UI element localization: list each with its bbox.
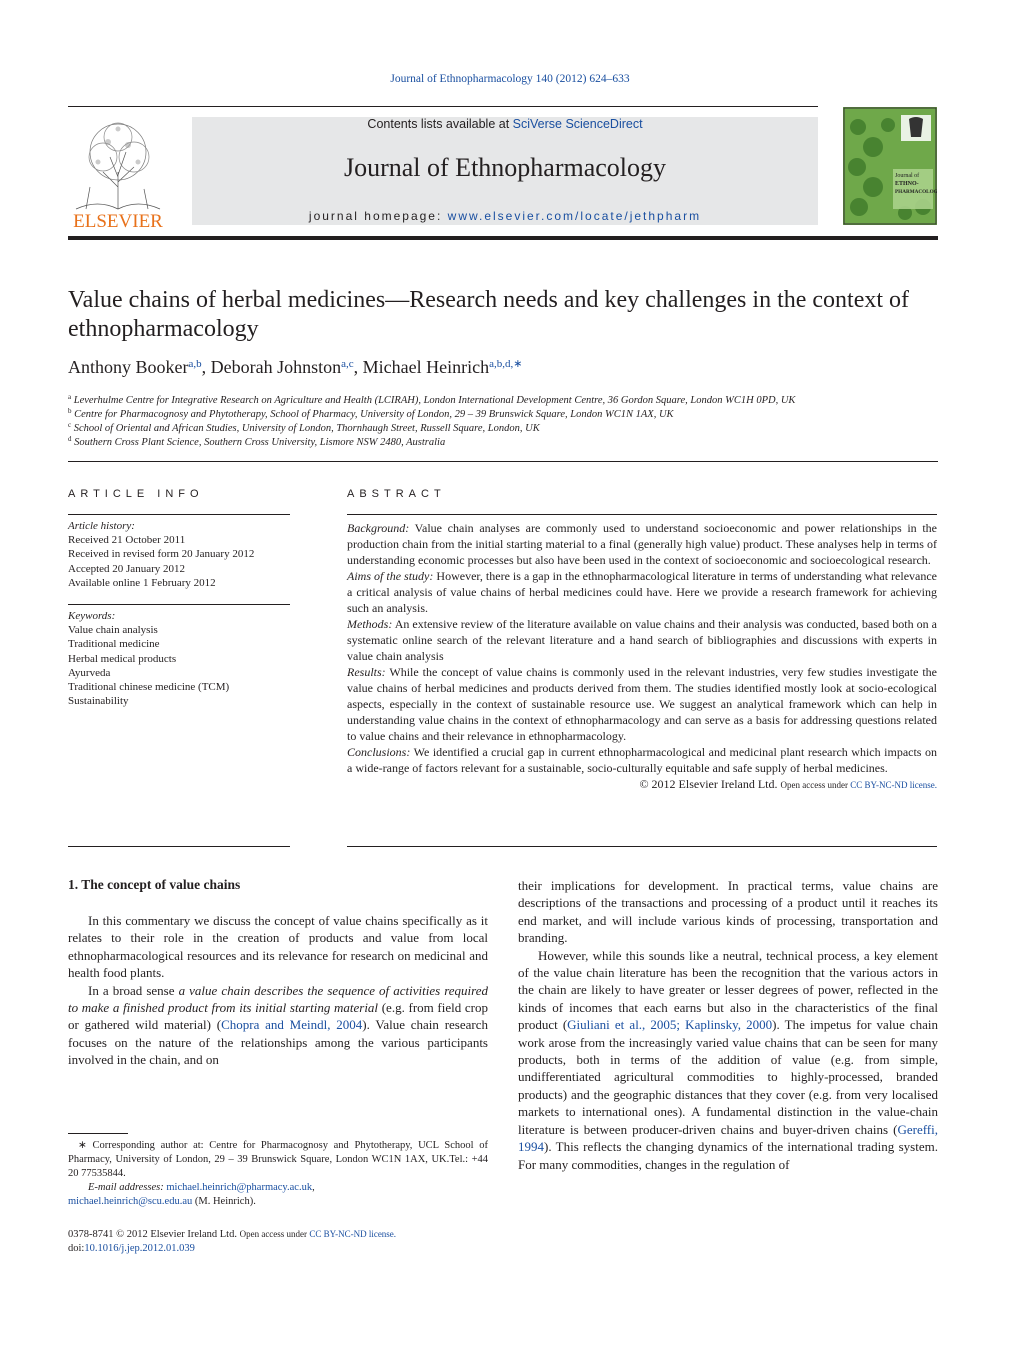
author-list: Anthony Booker$^{a,b}$, Deborah Johnston$^{a,c}$, Michael Heinrich$^{a,b,d,∗}$ (68, 357, 523, 377)
corresponding-author-footnote: ∗ Corresponding author at: Centre for Pharmacognosy and Phytotherapy, UCL School of Pharmacy, University of London, 29 – 39 Brunswick Square, London WC1N 1AX, UK.Tel.: +44 20 77535844. E-mail addresses: michael.heinrich@pharmacy.ac.uk, michael.heinrich@scu.edu.au (M. Heinrich). (68, 1140, 488, 1207)
contents-line: Contents lists available at SciVerse ScienceDirect (367, 117, 643, 131)
article-history: Article history: Received 21 October 2011 Received in revised form 20 January 2012 Accepted 20 January 2012 Available online 1 February 2012 (68, 519, 290, 590)
sciencedirect-link[interactable]: SciVerse ScienceDirect (512, 117, 643, 131)
keyword-item: Value chain analysis (68, 624, 158, 637)
affiliation: $^d$ Southern Cross Plant Science, Southern Cross University, Lismore NSW 2480, Australia (68, 435, 446, 448)
affiliation: $^a$ Leverhulme Centre for Integrative Research on Agriculture and Health (LCIRAH), London International Development Centre, 36 Gordon Square, London WC1H 0PD, UK (68, 393, 796, 406)
affil-bottom-rule (68, 461, 938, 462)
keyword-item: Ayurveda (68, 666, 111, 679)
article-info-heading: ARTICLE INFO (68, 488, 204, 500)
reference-link[interactable]: Giuliani et al., 2005; Kaplinsky, 2000 (567, 1017, 773, 1033)
keyword-item: Sustainability (68, 695, 129, 708)
journal-cover-image (843, 107, 937, 225)
author-affil-marks[interactable]: a,b (188, 358, 202, 370)
cover-text-line: Journal of (895, 173, 920, 179)
header-top-rule (68, 106, 818, 107)
article-title: Value chains of herbal medicines—Research needs and key challenges in the context of ethnopharmacology (68, 287, 910, 342)
affiliation: $^c$ School of Oriental and African Studies, University of London, Thornhaugh Street, Russell Square, London, UK (68, 421, 540, 434)
reference-link[interactable]: Gereffi, 1994 (518, 1121, 938, 1155)
cover-illustration-icon (843, 107, 937, 225)
history-item: Accepted 20 January 2012 (68, 562, 185, 575)
header-thick-rule (68, 236, 938, 240)
keyword-item: Herbal medical products (68, 652, 177, 665)
abstract-text: Background: Value chain analyses are commonly used to understand socioeconomic and power relationships in the production chain from the initial starting material to a final (generally high value) product. These analyses help in terms of understanding economic processes but also have been used in the context of socioeconomic and socioecological research. Aims of the study: However, there is a gap in the ethnopharmacological literature in terms of understanding what relevance a critical analysis of value chains of herbal medicines could have. Here we provide a research framework for achieving such an analysis. Methods: An extensive review of the literature available on value chains and their analysis was conducted, based both on a systematic online search of the relevant literature and a hand search of bibliographies and discussions with experts in value chain analysis Results: While the concept of value chains is commonly used in the relevant industries, very few studies investigate the value chains of herbal medicines and products derived from them. The studies identified mostly look at socio-ecological aspects, especially in the context of sustainable resource use. We suggest an analytical framework which can help in understanding value chains in the context of ethnopharmacology and can serve as a basis for addressing questions related to value chains and their relevance in ethnopharmacology. Conclusions: We identified a crucial gap in current ethnopharmacological and medicinal plant research which impacts on a wide-range of factors relevant for a sustainable, socio-culturally equitable and safe supply of herbal medicines. © 2012 Elsevier Ireland Ltd. Open access under CC BY-NC-ND license. (347, 521, 938, 791)
section-heading: 1. The concept of value chains (68, 877, 241, 892)
history-item: Received 21 October 2011 (68, 534, 186, 547)
history-item: Available online 1 February 2012 (68, 576, 216, 589)
cover-text-line: ETHNO- (895, 181, 919, 187)
email-link[interactable]: michael.heinrich@pharmacy.ac.uk (166, 1182, 313, 1193)
author-affil-marks[interactable]: a,c (341, 358, 354, 370)
copyright: © 2012 Elsevier Ireland Ltd. (639, 777, 781, 791)
paragraph: In a broad sense a value chain describes the sequence of activities required to make a finished product from its initial starting material (e.g. from field crop or gathered wild material) (Chopra and Meindl, 2004). Value chain research focuses on the nature of the relationships among the various participants involved in the chain, and on (68, 982, 489, 1068)
journal-homepage: journal homepage: www.elsevier.com/locate/jethpharm (308, 209, 702, 223)
affiliation: $^b$ Centre for Pharmacognosy and Phytotherapy, School of Pharmacy, University of London, 29 – 39 Brunswick Square, London WC1N 1AX, UK (68, 407, 674, 420)
elsevier-tree-logo-icon (68, 117, 168, 229)
author-affil-marks[interactable]: a,b,d,∗ (489, 358, 523, 370)
keyword-item: Traditional medicine (68, 638, 160, 651)
paragraph: However, while this sounds like a neutral, technical process, a key element of the value chain literature has been the recognition that the various actors in the chain are likely to have greater or lesser degrees of power, reflected in the kinds of incomes that each earns but also in the characteristics of the final product (Giuliani et al., 2005; Kaplinsky, 2000). The impetus for value chain work arose from the increasingly varied value chains that can be seen for many products, both in terms of the addition of value (e.g. from simple, undifferentiated agricultural commodities to highly-processed, branded products) and the geographic distances that they cover (e.g. from very localised markets to international ones). A fundamental distinction in the value-chain literature is between producer-driven chains and buyer-driven chains (Gereffi, 1994). This reflects the changing dynamics of the international trading system. For many commodities, changes in the regulation of (518, 947, 938, 1172)
author-name: Deborah Johnston (210, 357, 342, 377)
body-right-column (518, 877, 938, 1173)
doi-link[interactable]: 10.1016/j.jep.2012.01.039 (84, 1243, 195, 1254)
keyword-item: Traditional chinese medicine (TCM) (68, 681, 230, 694)
abstract-rule (347, 514, 937, 515)
email-link[interactable]: michael.heinrich@scu.edu.au (68, 1196, 193, 1207)
paragraph: In this commentary we discuss the concept of value chains specifically as it relates to their role in the creation of products and value from local ethnopharmacological resources and its relevance for research on medicinal and health food plants. (68, 913, 488, 981)
license-link[interactable]: CC BY-NC-ND license. (309, 1229, 397, 1239)
info-rule (68, 514, 290, 515)
homepage-link[interactable]: www.elsevier.com/locate/jethpharm (447, 209, 702, 223)
license-link[interactable]: CC BY-NC-ND license. (850, 780, 937, 790)
author-name: Michael Heinrich (362, 357, 490, 377)
footnote-rule (68, 1133, 128, 1134)
abstract-heading: ABSTRACT (347, 488, 446, 500)
paragraph: their implications for development. In practical terms, value chains are descriptions of the transactions and processing of a product until it reaches its end market, and will include various kinds of processing, transportation and branding. (518, 878, 938, 946)
author-name: Anthony Booker (68, 357, 189, 377)
issn-doi: 0378-8741 © 2012 Elsevier Ireland Ltd. Open access under CC BY-NC-ND license. doi:10.1016/j.jep.2012.01.039 (68, 1229, 397, 1254)
reference-link[interactable]: Chopra and Meindl, 2004 (221, 1017, 363, 1033)
elsevier-wordmark: ELSEVIER (73, 211, 163, 229)
info-rule (68, 846, 290, 847)
journal-title: Journal of Ethnopharmacology (343, 153, 667, 182)
info-rule (68, 604, 290, 605)
abstract-rule (347, 846, 937, 847)
body-left-column (68, 912, 488, 1069)
cover-text-line: PHARMACOLOGY (895, 189, 937, 195)
keywords: Keywords: Value chain analysis Traditional medicine Herbal medical products Ayurveda Traditional chinese medicine (TCM) Sustainability (68, 609, 290, 708)
history-item: Received in revised form 20 January 2012 (68, 548, 255, 561)
journal-citation[interactable]: Journal of Ethnopharmacology 140 (2012) 624–633 (390, 73, 630, 85)
